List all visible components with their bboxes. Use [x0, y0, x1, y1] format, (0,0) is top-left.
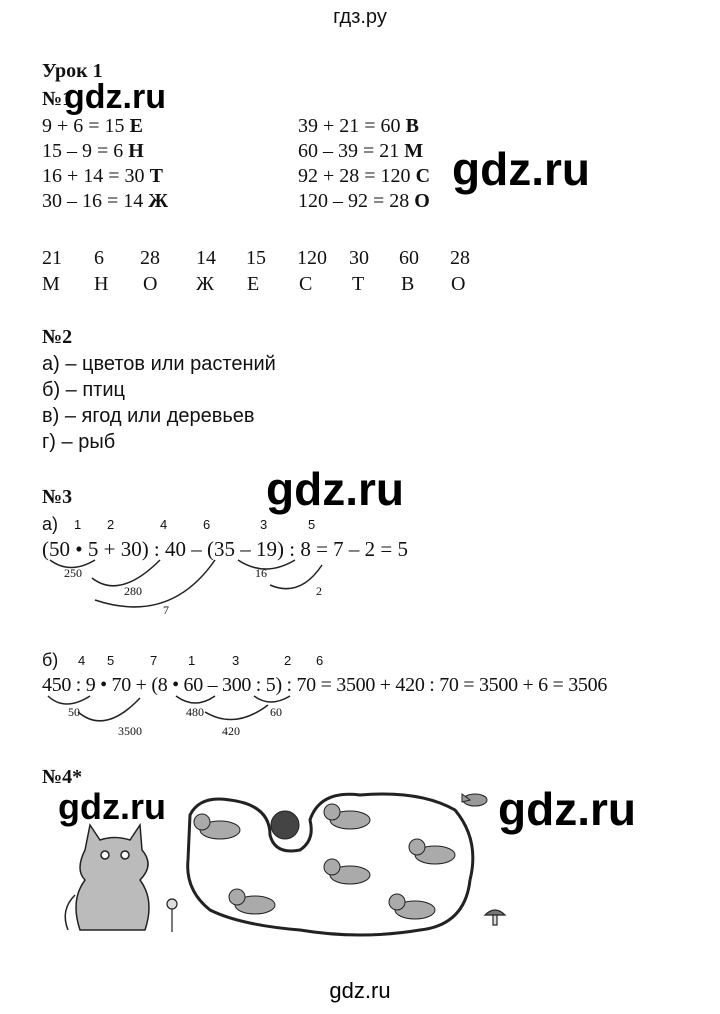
equation: 120 – 92 = 28	[298, 190, 410, 212]
answer-number: 21	[42, 247, 62, 269]
order-number: 3	[232, 653, 240, 668]
intermediate-result: 16	[255, 566, 267, 580]
order-number: 5	[308, 517, 316, 532]
flower-icon	[167, 899, 177, 932]
letter: Т	[149, 165, 163, 187]
intermediate-result: 2	[316, 584, 322, 598]
letter: Е	[129, 115, 143, 137]
intermediate-result: 3500	[118, 724, 142, 738]
watermark: gdz.ru	[498, 783, 636, 835]
site-header: гдз.ру	[333, 6, 387, 28]
intermediate-result: 280	[124, 584, 142, 598]
order-number: 2	[107, 517, 115, 532]
lesson-title: Урок 1	[42, 60, 103, 82]
equation: 30 – 16 = 14	[42, 190, 144, 212]
task3b-label: б)	[42, 650, 59, 670]
order-number: 4	[160, 517, 168, 532]
watermark: gdz.ru	[64, 78, 166, 116]
cat-icon	[229, 889, 275, 914]
task2-line: г) – рыб	[42, 431, 116, 453]
task1-heading: №1	[42, 88, 73, 110]
order-number: 1	[74, 517, 82, 532]
answer-number: 14	[196, 247, 216, 269]
task3-heading: №3	[42, 486, 73, 508]
letter: Н	[128, 140, 144, 162]
mushroom-icon	[485, 910, 505, 925]
answer-letter: Ж	[196, 273, 214, 295]
watermark: gdz.ru	[452, 143, 590, 195]
letter: С	[415, 165, 431, 187]
task2-line: б) – птиц	[42, 379, 125, 401]
answer-letter: М	[42, 273, 60, 295]
answer-letter: О	[451, 273, 466, 295]
answer-letter: Е	[247, 273, 260, 295]
answer-letter: С	[299, 273, 313, 295]
cat-icon	[324, 804, 370, 829]
cat-icon	[409, 839, 455, 864]
task2-heading: №2	[42, 326, 73, 348]
order-number: 6	[203, 517, 211, 532]
cat-icon	[65, 825, 149, 930]
equation: 92 + 28 = 120	[298, 165, 411, 187]
answer-number: 28	[140, 247, 160, 269]
answer-letter: Н	[94, 273, 109, 295]
answer-number: 120	[297, 247, 327, 269]
equation: 16 + 14 = 30	[42, 165, 145, 187]
task2-line: в) – ягод или деревьев	[42, 405, 255, 427]
equation: 60 – 39 = 21	[298, 140, 400, 162]
order-number: 3	[260, 517, 268, 532]
answer-number: 30	[349, 247, 369, 269]
letter: О	[414, 190, 430, 212]
order-number: 7	[150, 653, 158, 668]
watermark: gdz.ru	[266, 463, 404, 515]
letter: Ж	[148, 190, 169, 212]
watermark: gdz.ru	[58, 786, 166, 827]
watermark-footer: gdz.ru	[329, 978, 391, 1003]
answer-letter: В	[401, 273, 415, 295]
answer-number: 6	[94, 247, 104, 269]
order-number: 4	[78, 653, 86, 668]
task3a-label: а)	[42, 514, 59, 534]
answer-letter: О	[143, 273, 158, 295]
intermediate-result: 50	[68, 705, 80, 719]
task4-heading: №4*	[42, 766, 83, 788]
order-number: 6	[316, 653, 324, 668]
task2-line: а) – цветов или растений	[42, 353, 276, 375]
cat-icon	[324, 859, 370, 884]
order-number: 2	[284, 653, 292, 668]
task3a-expression: (50 • 5 + 30) : 40 – (35 – 19) : 8 = 7 – 2 = 5	[42, 537, 409, 561]
letter: В	[405, 115, 419, 137]
bird-icon	[462, 794, 487, 806]
order-number: 1	[188, 653, 196, 668]
answer-number: 60	[399, 247, 419, 269]
cat-icon	[194, 814, 240, 839]
answer-number: 15	[246, 247, 266, 269]
ball-icon	[271, 811, 299, 839]
intermediate-result: 7	[163, 603, 169, 617]
answer-number: 28	[450, 247, 470, 269]
equation: 39 + 21 = 60	[298, 115, 401, 137]
answer-letter: Т	[352, 273, 365, 295]
intermediate-result: 480	[186, 705, 204, 719]
letter: М	[404, 140, 424, 162]
order-number: 5	[107, 653, 115, 668]
intermediate-result: 250	[64, 566, 82, 580]
cat-icon	[389, 894, 435, 919]
intermediate-result: 420	[222, 724, 240, 738]
equation: 9 + 6 = 15	[42, 115, 125, 137]
task3b-expression: 450 : 9 • 70 + (8 • 60 – 300 : 5) : 70 = 3500 + 420 : 70 = 3500 + 6 = 3506	[42, 674, 608, 696]
equation: 15 – 9 = 6	[42, 140, 124, 162]
intermediate-result: 60	[270, 705, 282, 719]
